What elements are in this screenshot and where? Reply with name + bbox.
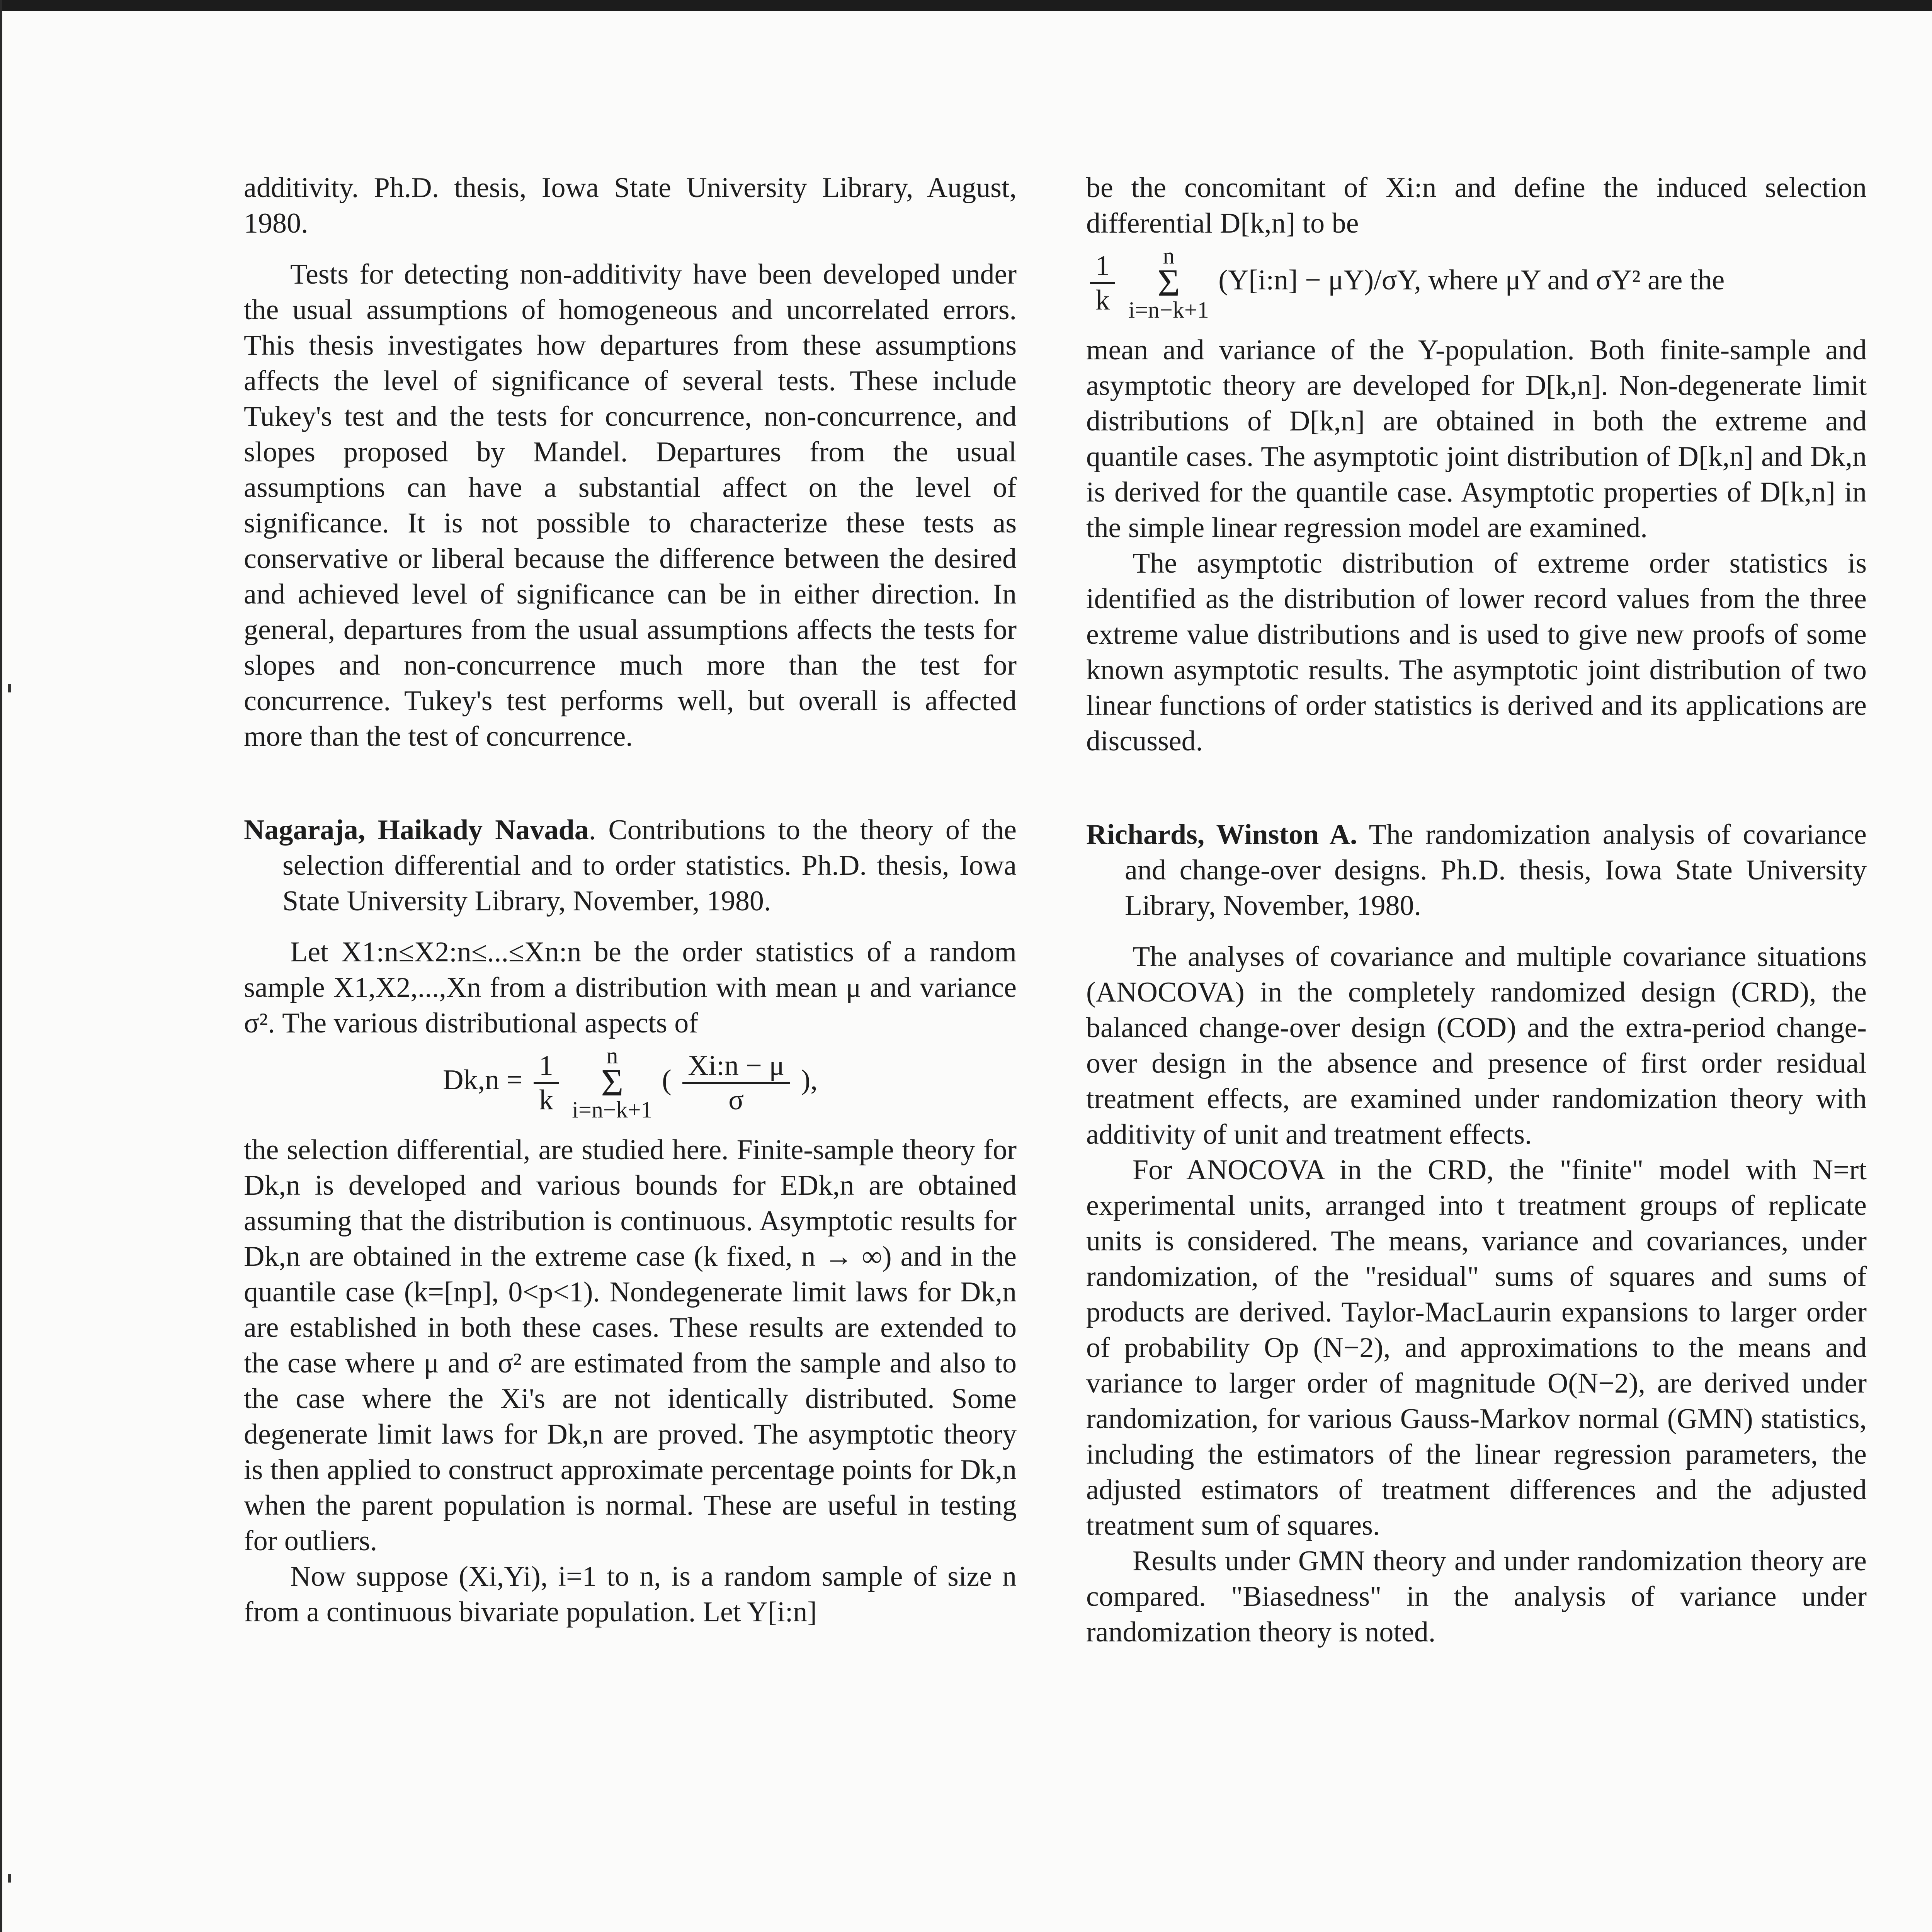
selection-differential-formula: [244, 1045, 1017, 1121]
formula-lhs: Dk,n =: [443, 1064, 523, 1096]
abstract-paragraph: Now suppose (Xi,Yi), i=1 to n, is a random sample of size n from a continuous bivariate population. Let Y[i:n]: [244, 1561, 1017, 1628]
entry-author: Richards, Winston A.: [1086, 819, 1357, 850]
left-column: [244, 170, 1017, 1630]
abstract-paragraph: mean and variance of the Y-population. Both finite-sample and asymptotic theory are developed for D[k,n]. Non-degenerate limit distributions of D[k,n] are obtained in both the extreme and quantile cases. The asymptotic joint distribution of D[k,n] and Dk,n is derived for the quantile case. Asymptotic properties of D[k,n] in the simple linear regression model are examined.: [1086, 334, 1867, 544]
right-column: [1086, 170, 1867, 1650]
sum-upper: n: [1163, 243, 1175, 269]
entry-citation: The randomization analysis of covariance and change-over designs. Ph.D. thesis, Iowa State University Library, November, 1980.: [1125, 819, 1867, 922]
sum-lower: i=n−k+1: [572, 1097, 653, 1122]
binding-mark: [8, 1874, 11, 1883]
inner-numerator: Xi:n − μ: [682, 1049, 790, 1084]
abstract-paragraph: For ANOCOVA in the CRD, the "finite" model with N=rt experimental units, arranged into t treatment groups of replicate units is considered. The means, variance and covariances, under randomization, of the "residual" sums of squares and sums of products are derived. Taylor-MacLaurin expansions to larger order of probability Op (N−2), and approximations to the means and variance to larger order of magnitude O(N−2), are derived under randomization, for various Gauss-Markov normal (GMN) statistics, including the estimators of the linear regression parameters, the adjusted estimators of treatment differences and the adjusted treatment sum of squares.: [1086, 1154, 1867, 1541]
continued-citation: [244, 170, 1017, 241]
entry-citation: . Contributions to the theory of the selection differential and to order statistics. Ph.D. thesis, Iowa State University Library, November, 1980.: [282, 814, 1017, 917]
inner-fraction: [682, 1049, 790, 1116]
summation: [1129, 245, 1209, 321]
fraction-denominator: k: [539, 1084, 553, 1116]
sum-upper: n: [606, 1043, 618, 1068]
citation-text: additivity. Ph.D. thesis, Iowa State University Library, August, 1980.: [244, 172, 1017, 239]
fraction: [534, 1049, 559, 1116]
entry-author: Nagaraja, Haikady Navada: [244, 814, 589, 846]
induced-differential-formula: [1086, 245, 1867, 321]
abstract-paragraph: Results under GMN theory and under randomization theory are compared. "Biasedness" in the analysis of variance under randomization theory is noted.: [1086, 1545, 1867, 1648]
scan-top-edge: [2, 0, 1932, 11]
close-paren: ),: [801, 1064, 818, 1096]
abstract-paragraph: Let X1:n≤X2:n≤...≤Xn:n be the order statistics of a random sample X1,X2,...,Xn from a distribution with mean μ and variance σ². The various distributional aspects of: [244, 936, 1017, 1039]
abstract-paragraph: Tests for detecting non-additivity have been developed under the usual assumptions of homogeneous and uncorrelated errors. This thesis investigates how departures from these assumptions affects the level of significance of several tests. These include Tukey's test and the tests for concurrence, non-concurrence, and slopes proposed by Mandel. Departures from the usual assumptions can have a substantial affect on the level of significance. It is not possible to characterize these tests as conservative or liberal because the difference between the desired and achieved level of significance can be in either direction. In general, departures from the usual assumptions affects the tests for slopes and non-concurrence much more than the test for concurrence. Tukey's test performs well, but overall is affected more than the test of concurrence.: [244, 259, 1017, 752]
abstract-paragraph: The asymptotic distribution of extreme order statistics is identified as the distribution of lower record values from the three extreme value distributions and is used to give new proofs of some known asymptotic results. The asymptotic joint distribution of two linear functions of order statistics is derived and its applications are discussed.: [1086, 548, 1867, 757]
fraction-numerator: 1: [1090, 250, 1115, 284]
abstract-paragraph: The analyses of covariance and multiple covariance situations (ANOCOVA) in the completely randomized design (CRD), the balanced change-over design (COD) and the extra-period change-over design in the absence and presence of first order residual treatment effects, are examined under randomization theory with additivity of unit and treatment effects.: [1086, 941, 1867, 1150]
formula-tail: (Y[i:n] − μY)/σY, where μY and σY² are the: [1218, 264, 1725, 296]
sigma-symbol: Σ: [1157, 261, 1180, 304]
sigma-symbol: Σ: [601, 1061, 624, 1104]
summation: [572, 1045, 652, 1121]
bibliography-entry: [244, 812, 1017, 919]
abstract-paragraph: the selection differential, are studied here. Finite-sample theory for Dk,n is developed and various bounds for EDk,n are obtained assuming that the distribution is continuous. Asymptotic results for Dk,n are obtained in the extreme case (k fixed, n → ∞) and in the quantile case (k=[np], 0<p<1). Nondegenerate limit laws for Dk,n are established in both these cases. These results are extended to the case where μ and σ² are estimated from the sample and also to the case where the Xi's are not identically distributed. Some degenerate limit laws for Dk,n are proved. The asymptotic theory is then applied to construct approximate percentage points for Dk,n when the parent population is normal. These are useful in testing for outliers.: [244, 1134, 1017, 1557]
abstract-paragraph: be the concomitant of Xi:n and define the induced selection differential D[k,n] to be: [1086, 172, 1867, 239]
fraction: [1090, 250, 1115, 316]
fraction-numerator: 1: [534, 1049, 559, 1084]
inner-denominator: σ: [728, 1084, 744, 1116]
sum-lower: i=n−k+1: [1128, 297, 1209, 323]
open-paren: (: [662, 1064, 672, 1096]
binding-mark: [8, 684, 11, 692]
bibliography-entry: [1086, 817, 1867, 923]
fraction-denominator: k: [1095, 284, 1110, 316]
